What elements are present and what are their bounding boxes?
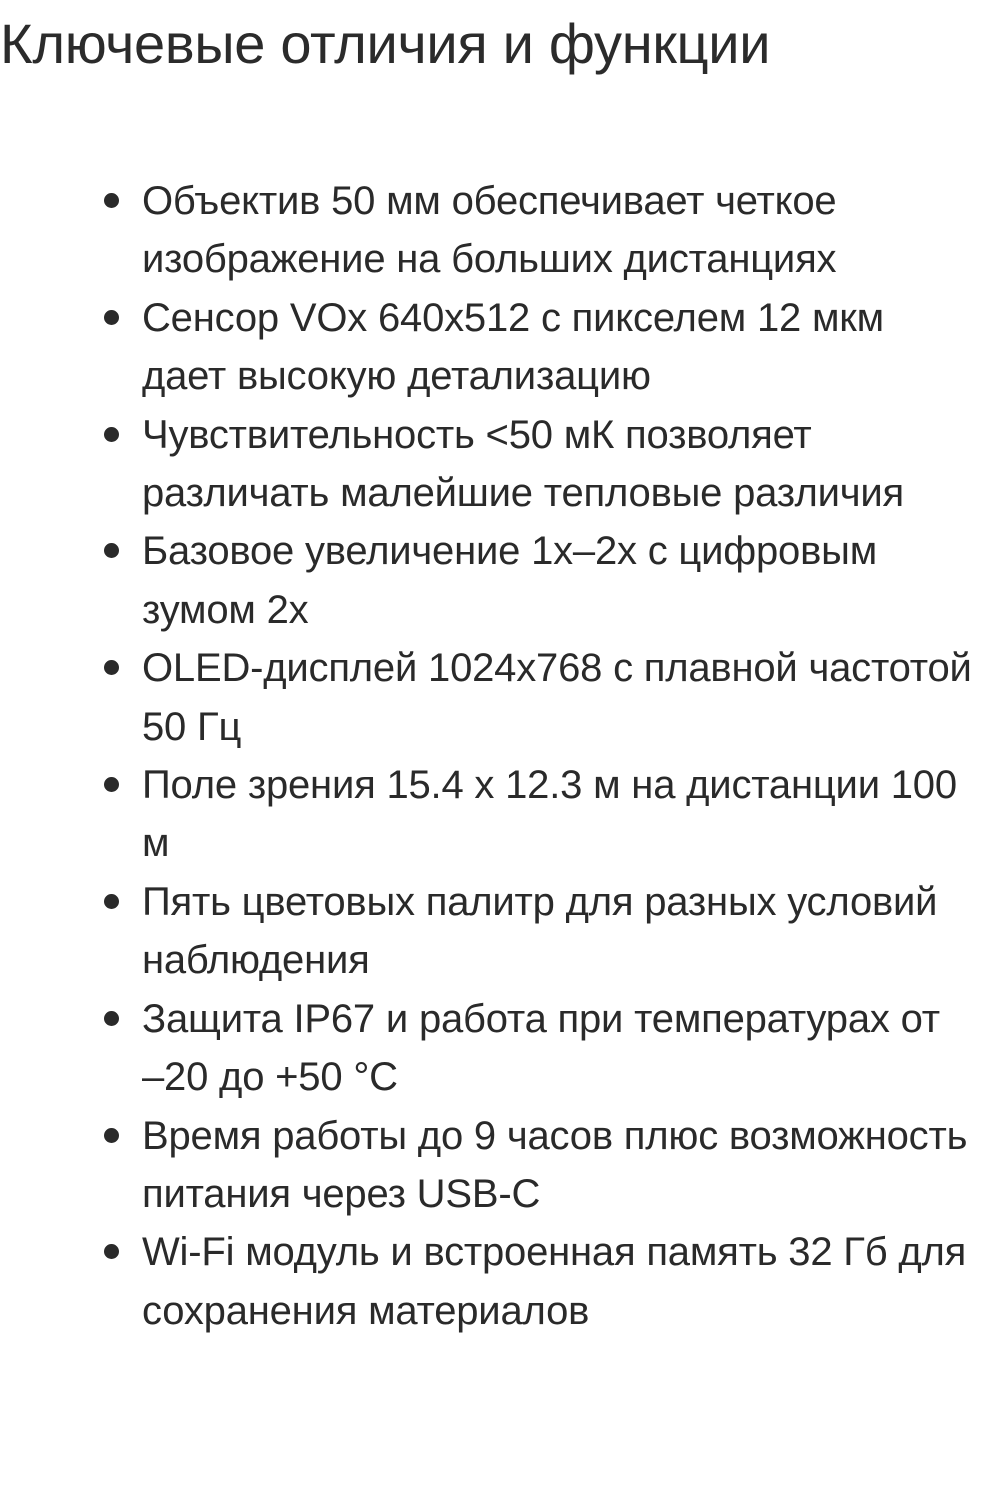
list-item [0, 1107, 1000, 1224]
bullet-icon [104, 1011, 119, 1026]
list-item [0, 639, 1000, 756]
bullet-icon [104, 543, 119, 558]
bullet-icon [104, 1128, 119, 1143]
list-item [0, 873, 1000, 990]
list-item-text: Чувствительность <50 мК позволяет различать малейшие тепловые различия [142, 412, 904, 516]
bullet-icon [104, 894, 119, 909]
feature-list [0, 172, 1000, 1340]
list-item [0, 756, 1000, 873]
list-item [0, 406, 1000, 523]
list-item-text: OLED-дисплей 1024x768 с плавной частотой 50 Гц [142, 646, 972, 749]
bullet-icon [104, 193, 119, 208]
bullet-icon [104, 427, 119, 442]
list-item [0, 1223, 1000, 1340]
bullet-icon [104, 1244, 119, 1259]
list-item-text: Сенсор VOx 640x512 с пикселем 12 мкм дает высокую детализацию [142, 295, 884, 399]
list-item [0, 990, 1000, 1107]
list-item-text: Пять цветовых палитр для разных условий наблюдения [142, 879, 938, 983]
list-item-text: Wi-Fi модуль и встроенная память 32 Гб для сохранения материалов [142, 1230, 967, 1333]
list-item [0, 172, 1000, 289]
section-heading: Ключевые отличия и функции [0, 12, 771, 75]
list-item [0, 289, 1000, 406]
list-item-text: Поле зрения 15.4 x 12.3 м на дистанции 100 м [142, 763, 957, 866]
list-item-text: Время работы до 9 часов плюс возможность питания через USB-C [142, 1113, 968, 1216]
list-item [0, 522, 1000, 639]
bullet-icon [104, 660, 119, 675]
list-item-text: Объектив 50 мм обеспечивает четкое изображение на больших дистанциях [142, 179, 837, 282]
bullet-icon [104, 310, 119, 325]
bullet-icon [104, 777, 119, 792]
list-item-text: Базовое увеличение 1x–2x с цифровым зумом 2x [142, 529, 877, 632]
list-item-text: Защита IP67 и работа при температурах от –20 до +50 °C [142, 996, 940, 1100]
